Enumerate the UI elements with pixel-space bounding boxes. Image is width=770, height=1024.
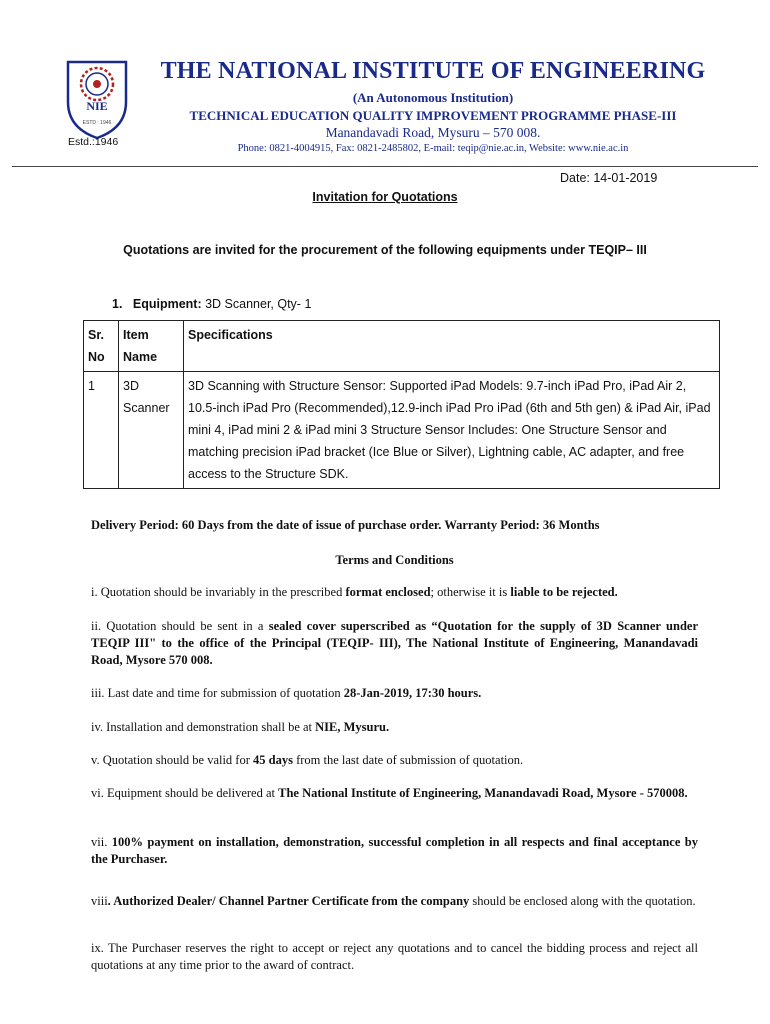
- header-item-name: Item Name: [119, 321, 184, 372]
- delivery-period: Delivery Period: 60 Days from the date of issue of purchase order. Warranty Period: 36 Months: [91, 518, 600, 532]
- row-sr-no: 1: [84, 372, 119, 489]
- table-row: [84, 372, 720, 489]
- nie-crest-logo: [64, 58, 130, 140]
- term-4: iv. Installation and demonstration shall be at NIE, Mysuru.: [91, 720, 390, 734]
- term-2: ii. Quotation should be sent in a sealed cover superscribed as “Quotation for the supply of 3D Scanner under TEQIP III" to the office of the Principal (TEQIP- III), The National Institute of Engineering, Manandavadi Road, Mysore 570 008.: [91, 619, 698, 667]
- term-5: v. Quotation should be valid for 45 days from the last date of submission of quotation.: [91, 753, 524, 767]
- institute-name: THE NATIONAL INSTITUTE OF ENGINEERING: [160, 58, 706, 84]
- header-divider: [12, 166, 758, 167]
- term-9: ix. The Purchaser reserves the right to accept or reject any quotations and to cancel the bidding process and reject all quotations at any time prior to the award of contract.: [91, 941, 698, 972]
- contact-line: Phone: 0821-4004915, Fax: 0821-2485802, E-mail: teqip@nie.ac.in, Website: www.nie.ac.in: [237, 143, 629, 154]
- terms-heading: Terms and Conditions: [335, 553, 454, 567]
- autonomous-note: (An Autonomous Institution): [352, 90, 514, 105]
- specification-table: [83, 320, 720, 489]
- term-7: vii. 100% payment on installation, demonstration, successful completion in all respects and final acceptance by the Purchaser.: [91, 835, 698, 866]
- document-title: Invitation for Quotations: [312, 190, 458, 204]
- term-1: i. Quotation should be invariably in the prescribed format enclosed; otherwise it is liable to be rejected.: [91, 585, 618, 599]
- svg-text:NIE: NIE: [86, 99, 108, 113]
- svg-text:ESTD : 1946: ESTD : 1946: [82, 120, 112, 126]
- term-3: iii. Last date and time for submission of quotation 28-Jan-2019, 17:30 hours.: [91, 686, 482, 700]
- equipment-value: 3D Scanner, Qty- 1: [205, 297, 312, 311]
- header-specifications: Specifications: [184, 321, 720, 372]
- institute-address: Manandavadi Road, Mysuru – 570 008.: [325, 125, 541, 140]
- equipment-label: Equipment:: [132, 297, 202, 311]
- quotation-intro: Quotations are invited for the procurement of the following equipments under TEQIP– III: [123, 243, 647, 257]
- row-item-name: 3D Scanner: [119, 372, 184, 489]
- equipment-line: [112, 297, 311, 311]
- programme-name: TECHNICAL EDUCATION QUALITY IMPROVEMENT PROGRAMME PHASE-III: [189, 108, 677, 123]
- table-header-row: [84, 321, 720, 372]
- header-sr-no: Sr. No: [84, 321, 119, 372]
- row-specifications: 3D Scanning with Structure Sensor: Supported iPad Models: 9.7-inch iPad Pro, iPad Air 2, 10.5-inch iPad Pro (Recommended),12.9-inch iPad Pro iPad (6th and 5th gen) & iPad Air, iPad mini 4, iPad mini 2 & iPad mini 3 Structure Sensor Includes: One Structure Sensor and matching precision iPad bracket (Ice Blue or Silver), Lightning cable, AC adapter, and free access to the Structure SDK.: [184, 372, 720, 489]
- established-year: Estd.:1946: [68, 136, 119, 148]
- term-8: viii. Authorized Dealer/ Channel Partner Certificate from the company should be enclosed along with the quotation.: [91, 894, 696, 908]
- document-date: Date: 14-01-2019: [560, 171, 658, 185]
- equipment-number: 1.: [112, 297, 123, 311]
- term-6: vi. Equipment should be delivered at The National Institute of Engineering, Manandavadi Road, Mysore - 570008.: [91, 786, 688, 800]
